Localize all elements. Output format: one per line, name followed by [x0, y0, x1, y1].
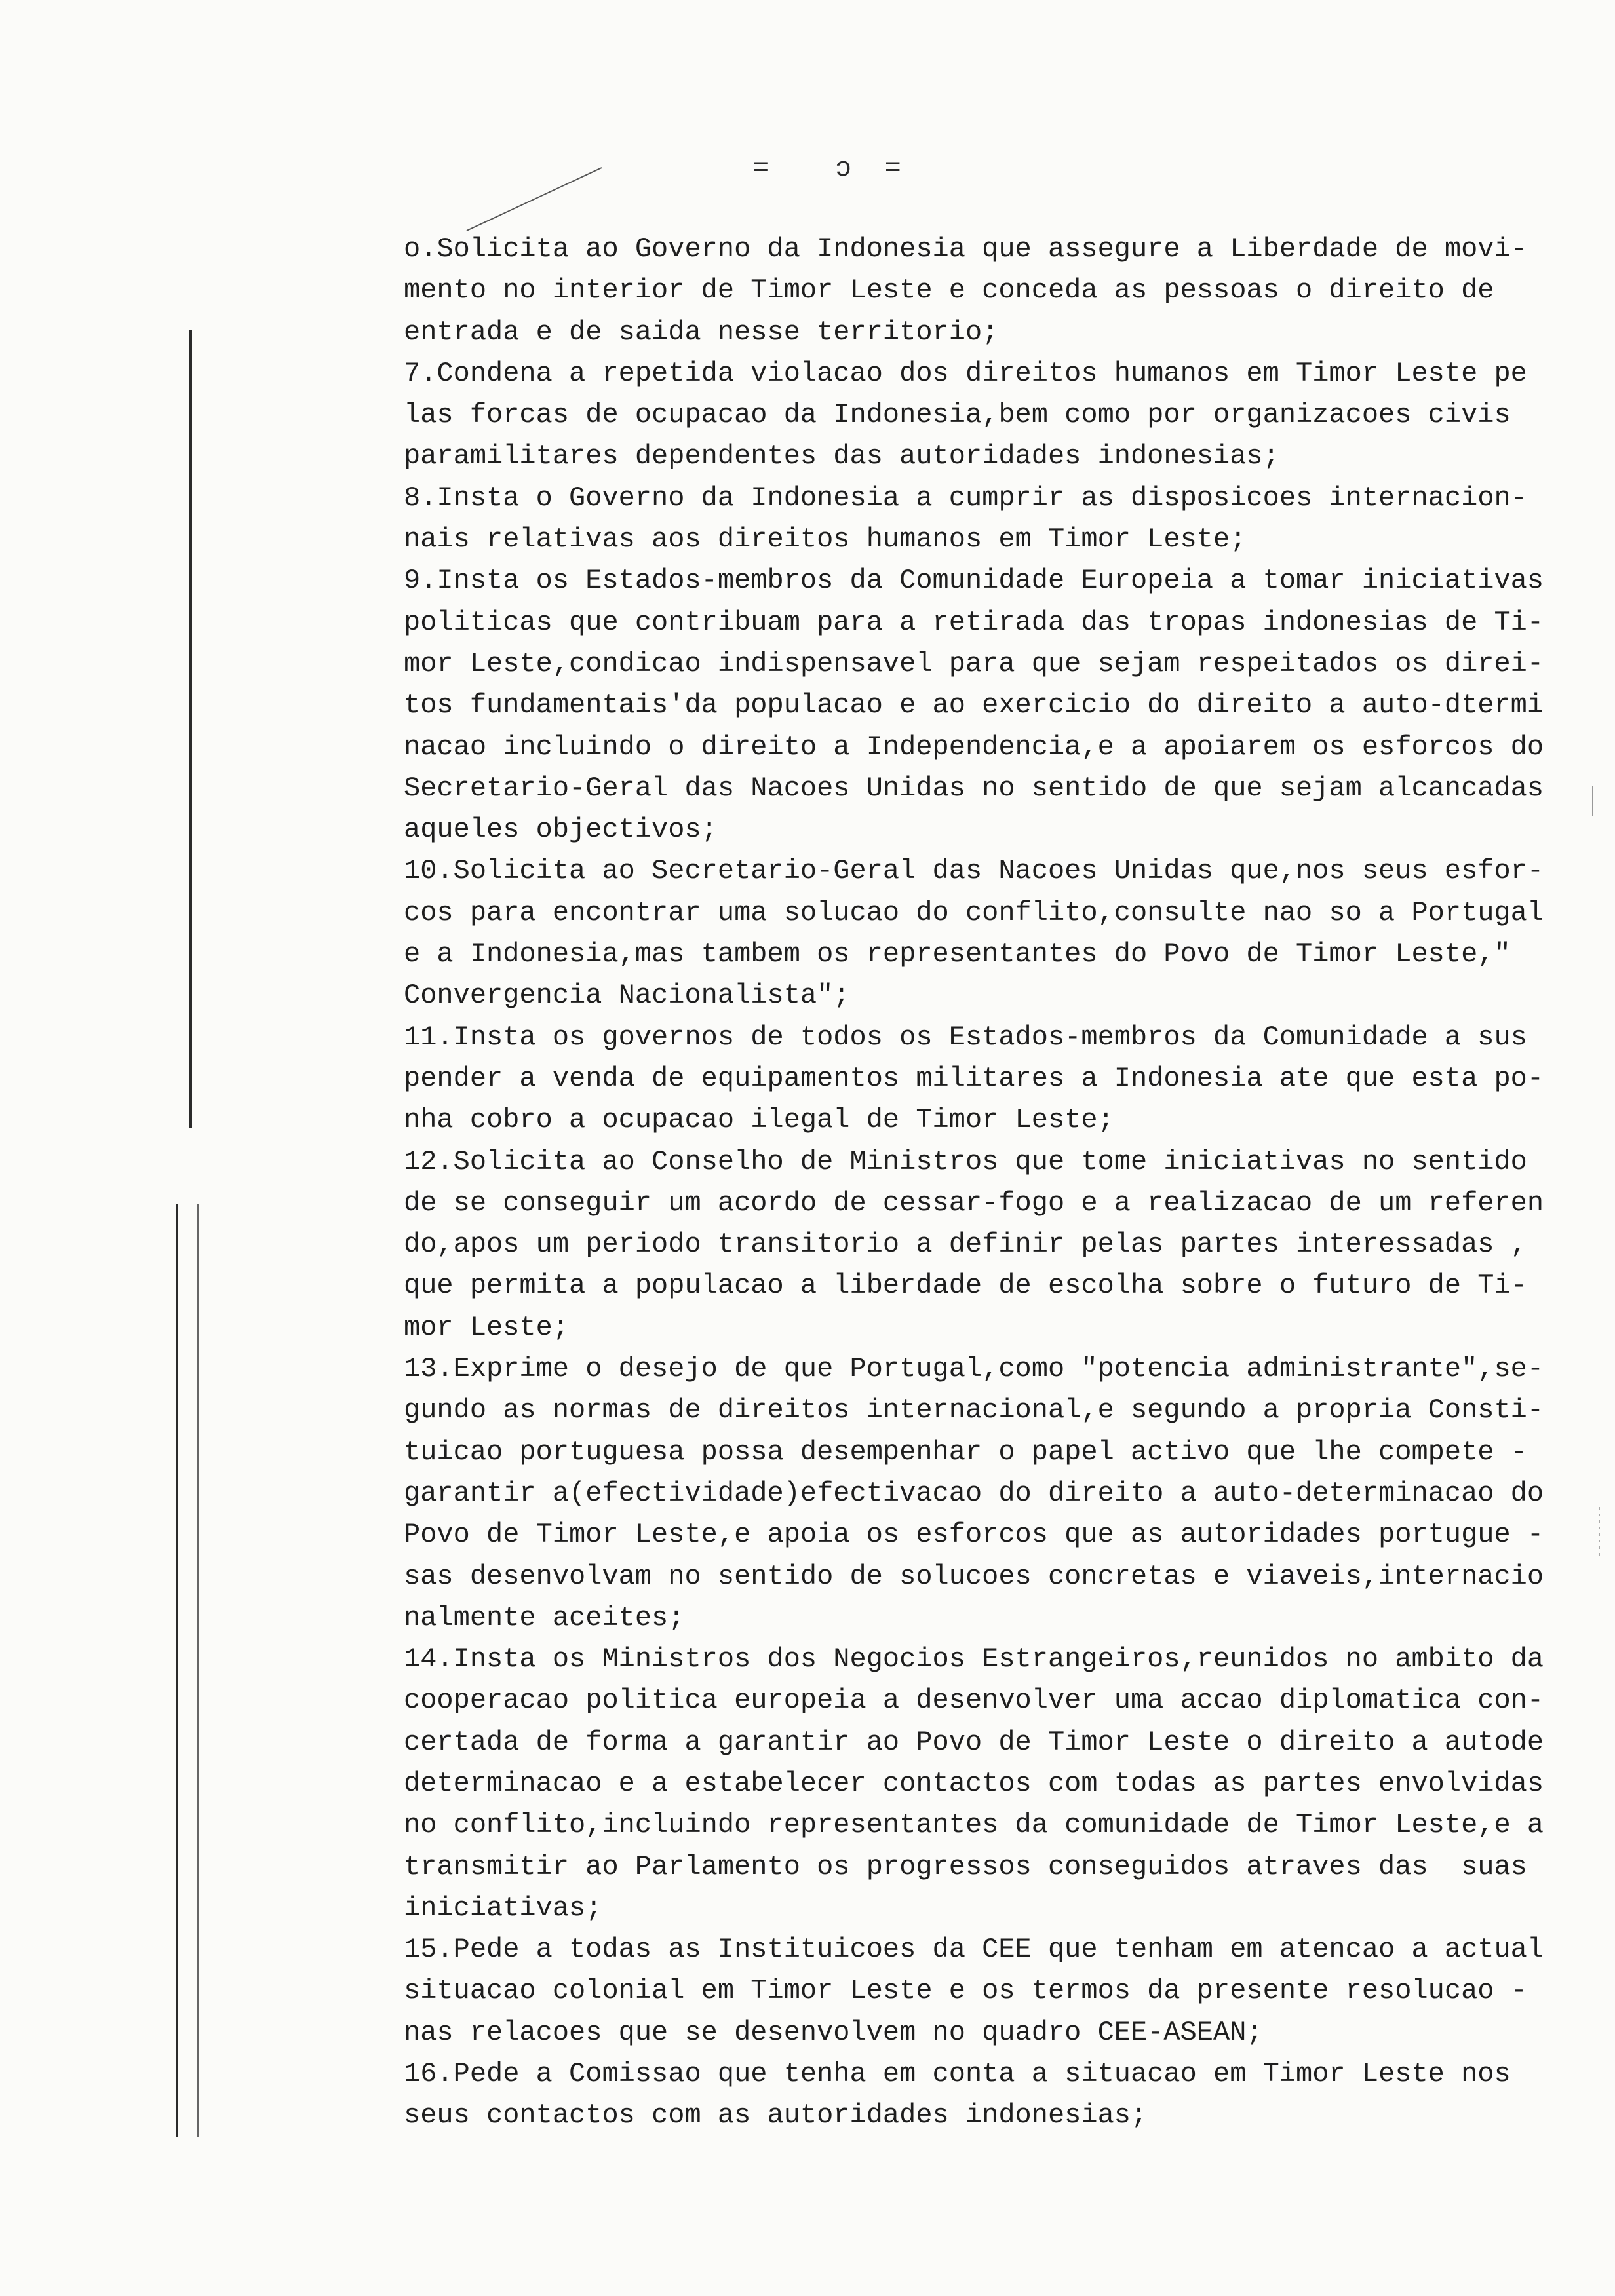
text-line: mor Leste; — [404, 1311, 570, 1343]
text-line: 15.Pede a todas as Instituicoes da CEE que tenham em atencao a actual — [404, 1934, 1544, 1966]
text-line: aqueles objectivos; — [404, 814, 718, 846]
text-line: entrada e de saida nesse territorio; — [404, 316, 999, 348]
text-line: 7.Condena a repetida violacao dos direitos humanos em Timor Leste pe — [404, 357, 1527, 389]
text-line: nacao incluindo o direito a Independencia,e a apoiarem os esforcos do — [404, 731, 1544, 763]
text-line: nais relativas aos direitos humanos em Timor Leste; — [404, 524, 1247, 556]
text-line: o.Solicita ao Governo da Indonesia que assegure a Liberdade de movi- — [404, 233, 1527, 265]
text-line: politicas que contribuam para a retirada das tropas indonesias de Ti- — [404, 606, 1544, 638]
text-line: situacao colonial em Timor Leste e os termos da presente resolucao - — [404, 1975, 1527, 2007]
text-line: las forcas de ocupacao da Indonesia,bem como por organizacoes civis — [404, 399, 1511, 431]
text-line: Secretario-Geral das Nacoes Unidas no sentido de que sejam alcancadas — [404, 772, 1544, 804]
text-line: cooperacao politica europeia a desenvolver uma accao diplomatica con- — [404, 1685, 1544, 1717]
text-line: paramilitares dependentes das autoridades indonesias; — [404, 440, 1279, 472]
text-line: 12.Solicita ao Conselho de Ministros que tome iniciativas no sentido — [404, 1145, 1527, 1177]
text-line: tos fundamentais'da populacao e ao exercicio do direito a auto-dtermi — [404, 689, 1544, 721]
text-line: Povo de Timor Leste,e apoia os esforcos que as autoridades portugue - — [404, 1519, 1544, 1551]
text-line: 14.Insta os Ministros dos Negocios Estrangeiros,reunidos no ambito da — [404, 1643, 1544, 1675]
text-line: 10.Solicita ao Secretario-Geral das Nacoes Unidas que,nos seus esfor- — [404, 855, 1544, 887]
text-line: nalmente aceites; — [404, 1601, 685, 1634]
text-line: transmitir ao Parlamento os progressos conseguidos atraves das suas — [404, 1850, 1527, 1883]
text-line: 11.Insta os governos de todos os Estados-membros da Comunidade a sus — [404, 1021, 1527, 1053]
text-line: que permita a populacao a liberdade de escolha sobre o futuro de Ti- — [404, 1270, 1527, 1302]
text-line: sas desenvolvam no sentido de solucoes concretas e viaveis,internacio — [404, 1560, 1544, 1592]
text-line: 16.Pede a Comissao que tenha em conta a situacao em Timor Leste nos — [404, 2058, 1511, 2090]
text-line: de se conseguir um acordo de cessar-fogo e a realizacao de um referen — [404, 1187, 1544, 1219]
text-line: no conflito,incluindo representantes da comunidade de Timor Leste,e a — [404, 1809, 1544, 1841]
text-line: 13.Exprime o desejo de que Portugal,como "potencia administrante",se- — [404, 1353, 1544, 1385]
text-line: seus contactos com as autoridades indonesias; — [404, 2099, 1148, 2132]
pen-stroke-mark — [467, 168, 602, 231]
text-line: nas relacoes que se desenvolvem no quadro CEE-ASEAN; — [404, 2016, 1263, 2048]
text-line: pender a venda de equipamentos militares a Indonesia ate que esta po- — [404, 1062, 1544, 1094]
text-line: cos para encontrar uma solucao do conflito,consulte nao so a Portugal — [404, 896, 1544, 928]
text-line: 8.Insta o Governo da Indonesia a cumprir as disposicoes internacion- — [404, 482, 1527, 514]
page-number-marker: = ɔ = — [752, 153, 901, 184]
text-line: nha cobro a ocupacao ilegal de Timor Leste; — [404, 1104, 1114, 1136]
text-line: Convergencia Nacionalista"; — [404, 980, 850, 1012]
resolution-text — [404, 229, 1584, 2137]
text-line: mor Leste,condicao indispensavel para que sejam respeitados os direi- — [404, 647, 1544, 679]
text-line: iniciativas; — [404, 1892, 602, 1924]
text-line: garantir a(efectividade)efectivacao do direito a auto-determinacao do — [404, 1477, 1544, 1509]
text-line: tuicao portuguesa possa desempenhar o papel activo que lhe compete - — [404, 1436, 1527, 1468]
text-line: gundo as normas de direitos internacional,e segundo a propria Consti- — [404, 1394, 1544, 1426]
text-line: determinacao e a estabelecer contactos com todas as partes envolvidas — [404, 1767, 1544, 1799]
text-line: e a Indonesia,mas tambem os representantes do Povo de Timor Leste," — [404, 938, 1511, 970]
text-line: certada de forma a garantir ao Povo de Timor Leste o direito a autode — [404, 1726, 1544, 1758]
text-line: 9.Insta os Estados-membros da Comunidade Europeia a tomar iniciativas — [404, 565, 1544, 597]
text-line: mento no interior de Timor Leste e conceda as pessoas o direito de — [404, 275, 1494, 307]
text-line: do,apos um periodo transitorio a definir pelas partes interessadas , — [404, 1229, 1527, 1261]
